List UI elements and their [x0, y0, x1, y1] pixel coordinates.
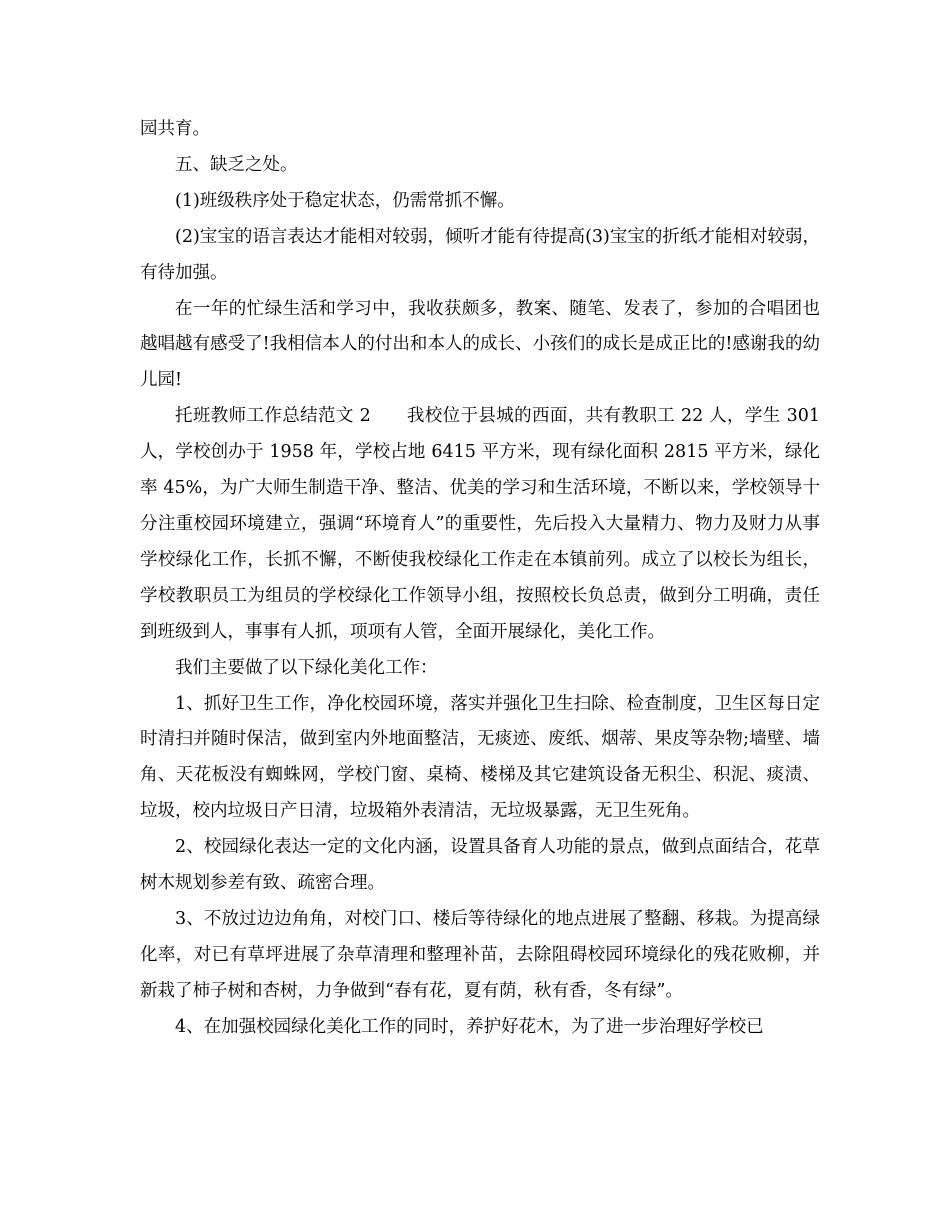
- paragraph-shortcoming-2-3: (2)宝宝的语言表达才能相对较弱，倾听才能有待提高(3)宝宝的折纸才能相对较弱，有待加强。: [140, 226, 820, 283]
- paragraph-sample-2-intro: 托班教师工作总结范文 2 我校位于县城的西面，共有教职工 22 人，学生 301 人，学校创办于 1958 年，学校占地 6415 平方米，现有绿化面积 2815 平方米，绿化率 45%，为广大师生制造干净、整洁、优美的学习和生活环境，不断以来，学校领导十分注重校园环境建立，强调“环境育人”的重要性，先后投入大量精力、物力及财力从事学校绿化工作，长抓不懈，不断使我校绿化工作走在本镇前列。成立了以校长为组长，学校教职员工为组员的学校绿化工作领导小组，按照校长负总责，做到分工明确，责任到班级到人，事事有人抓，项项有人管，全面开展绿化，美化工作。: [140, 406, 820, 642]
- paragraph-item-2: 2、校园绿化表达一定的文化内涵，设置具备育人功能的景点，做到点面结合，花草树木规划参差有致、疏密合理。: [140, 837, 820, 894]
- paragraph-shortcoming-1: (1)班级秩序处于稳定状态，仍需常抓不懈。: [175, 190, 515, 211]
- paragraph-year-summary: 在一年的忙绿生活和学习中，我收获颇多，教案、随笔、发表了，参加的合唱团也越唱越有感受了!我相信本人的付出和本人的成长、小孩们的成长是成正比的!感谢我的幼儿园!: [140, 298, 820, 391]
- document-page: [140, 112, 820, 1046]
- paragraph-intro-ending: 园共育。: [140, 119, 210, 139]
- paragraph-greening-work-heading: 我们主要做了以下绿化美化工作：: [175, 657, 438, 678]
- paragraph-item-1: 1、抓好卫生工作，净化校园环境，落实并强化卫生扫除、检查制度，卫生区每日定时清扫并随时保洁，做到室内外地面整洁，无痰迹、废纸、烟蒂、果皮等杂物;墙壁、墙角、天花板没有蜘蛛网，学校门窗、桌椅、楼梯及其它建筑设备无积尘、积泥、痰渍、垃圾，校内垃圾日产日清，垃圾箱外表清洁，无垃圾暴露，无卫生死角。: [140, 693, 820, 822]
- paragraph-item-4: 4、在加强校园绿化美化工作的同时，养护好花木，为了进一步治理好学校已: [175, 1016, 764, 1037]
- paragraph-item-3: 3、不放过边边角角，对校门口、楼后等待绿化的地点进展了整翻、移栽。为提高绿化率，对已有草坪进展了杂草清理和整理补苗，去除阻碍校园环境绿化的残花败柳，并新栽了柿子树和杏树，力争做到“春有花，夏有荫，秋有香，冬有绿”。: [140, 908, 820, 1001]
- paragraph-shortcomings-heading: 五、缺乏之处。: [175, 154, 298, 175]
